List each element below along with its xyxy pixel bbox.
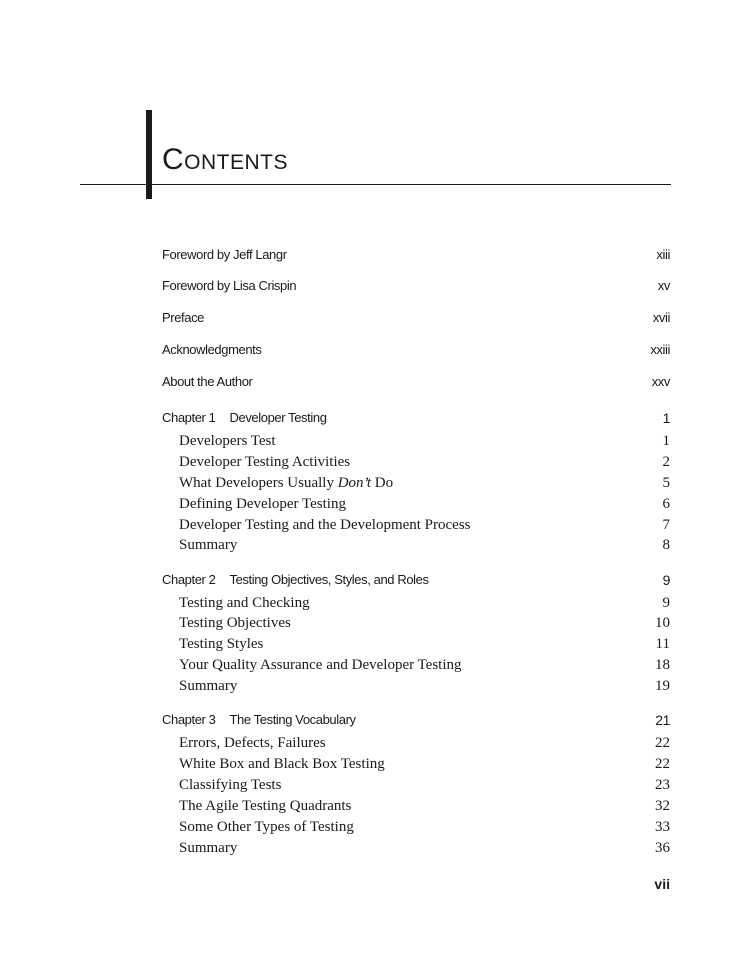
section-page: 11 (655, 636, 670, 652)
toc-chapter-3 (162, 710, 670, 730)
section-page: 10 (655, 615, 670, 631)
toc-entry-page: xvii (652, 310, 670, 325)
section-page: 22 (655, 735, 670, 751)
section-label: Errors, Defects, Failures (179, 735, 326, 751)
toc-chapter-1 (162, 408, 670, 428)
toc-chapter-2 (162, 570, 670, 590)
section-label: Summary (179, 537, 238, 553)
section-label: Some Other Types of Testing (179, 819, 354, 835)
toc-entry-page: xxv (651, 374, 670, 389)
toc-section (162, 775, 670, 795)
chapter-page: 1 (662, 410, 670, 426)
toc-entry-page: xxiii (650, 342, 670, 357)
toc-section (162, 473, 670, 493)
chapter-page: 9 (662, 572, 670, 588)
toc-entry-label: Foreword by Lisa Crispin (162, 278, 297, 293)
section-page: 9 (662, 595, 670, 611)
toc-entry-page: xv (657, 278, 670, 293)
section-label: Summary (179, 840, 238, 856)
title-rule (80, 184, 671, 185)
section-label (179, 473, 393, 493)
toc-entry-page: xiii (656, 247, 670, 262)
title-vertical-bar (146, 110, 152, 199)
toc-entry-foreword-crispin (162, 276, 670, 296)
section-label: Testing and Checking (179, 595, 310, 611)
section-label-end: Do (371, 475, 394, 491)
toc-entry-label: About the Author (162, 374, 253, 389)
toc-section (162, 817, 670, 837)
toc-entry-label: Acknowledgments (162, 342, 262, 357)
section-page: 32 (655, 798, 670, 814)
section-label: White Box and Black Box Testing (179, 756, 385, 772)
toc-entry-label: Preface (162, 310, 205, 325)
toc-entry-acknowledgments (162, 340, 670, 360)
section-page: 19 (655, 678, 670, 694)
chapter-heading (162, 408, 327, 428)
toc-entry-label: Foreword by Jeff Langr (162, 247, 287, 262)
section-label: Your Quality Assurance and Developer Testing (179, 657, 462, 673)
chapter-number: Chapter 1 (162, 410, 216, 425)
toc-section (162, 796, 670, 816)
toc-section (162, 431, 670, 451)
section-label: The Agile Testing Quadrants (179, 798, 352, 814)
section-label: Developer Testing and the Development Process (179, 517, 471, 533)
section-label: Testing Styles (179, 636, 264, 652)
section-label-start: What Developers Usually (179, 475, 338, 491)
toc-entry-preface (162, 308, 670, 328)
section-label: Testing Objectives (179, 615, 291, 631)
section-page: 23 (655, 777, 670, 793)
toc-section (162, 535, 670, 555)
toc-section (162, 613, 670, 633)
section-page: 8 (662, 537, 670, 553)
section-page: 33 (655, 819, 670, 835)
toc-section (162, 494, 670, 514)
section-page: 1 (662, 433, 670, 449)
toc-section (162, 733, 670, 753)
chapter-title: The Testing Vocabulary (229, 712, 356, 727)
section-page: 22 (655, 756, 670, 772)
toc-section (162, 593, 670, 613)
section-page: 6 (662, 496, 670, 512)
toc-section (162, 838, 670, 858)
section-label: Summary (179, 678, 238, 694)
section-page: 36 (655, 840, 670, 856)
chapter-heading (162, 710, 356, 730)
toc-section (162, 655, 670, 675)
chapter-title: Testing Objectives, Styles, and Roles (229, 572, 429, 587)
page-number: vii (654, 876, 670, 892)
toc-entry-about-author (162, 372, 670, 392)
toc-entry-foreword-langr (162, 245, 670, 265)
toc-section (162, 515, 670, 535)
toc-section (162, 754, 670, 774)
toc-section (162, 452, 670, 472)
chapter-number: Chapter 3 (162, 712, 216, 727)
section-label: Developers Test (179, 433, 276, 449)
chapter-heading (162, 570, 429, 590)
section-page: 5 (662, 475, 670, 491)
section-page: 18 (655, 657, 670, 673)
chapter-number: Chapter 2 (162, 572, 216, 587)
chapter-title: Developer Testing (229, 410, 327, 425)
section-label: Classifying Tests (179, 777, 282, 793)
page-title: Contents (162, 143, 288, 176)
toc-section (162, 676, 670, 696)
section-label: Developer Testing Activities (179, 454, 351, 470)
section-label: Defining Developer Testing (179, 496, 346, 512)
chapter-page: 21 (655, 712, 670, 728)
section-label-emphasis: Don’t (337, 475, 372, 491)
section-page: 7 (662, 517, 670, 533)
section-page: 2 (662, 454, 670, 470)
toc-section (162, 634, 670, 654)
